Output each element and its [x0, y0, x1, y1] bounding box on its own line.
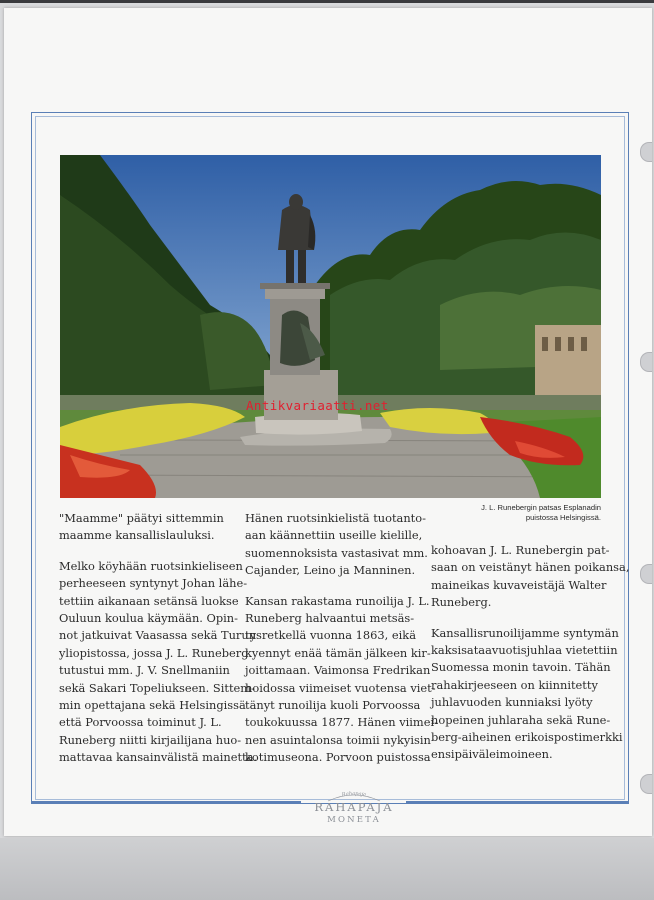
text-line: kyennyt enää tämän jälkeen kir-: [245, 645, 431, 660]
text-line: saan on veistänyt hänen poikansa,: [431, 560, 630, 575]
punch-hole: [640, 774, 652, 794]
text-line: hoidossa viimeiset vuotensa viet-: [245, 680, 436, 695]
text-line: suomennoksista vastasivat mm.: [245, 545, 428, 560]
text-line: kaksisataavuotisjuhlaa vietettiin: [431, 643, 618, 658]
photo-caption: [430, 503, 601, 522]
text-line: berg-aiheinen erikoispostimerkki: [431, 730, 623, 745]
punch-hole: [640, 564, 652, 584]
logo-rule-left: [31, 801, 301, 803]
watermark-text: Antikvariaatti.net: [246, 398, 389, 413]
text-line: maamme kansallislauluksi.: [59, 528, 215, 543]
text-line: tysretkellä vuonna 1863, eikä: [245, 628, 416, 643]
scan-edge-top: [0, 0, 654, 3]
text-line: juhlavuoden kunniaksi lyöty: [431, 695, 593, 710]
text-line: Suomessa monin tavoin. Tähän: [431, 660, 611, 675]
text-line: Kansan rakastama runoilija J. L.: [245, 593, 430, 608]
text-line: mattavaa kansainvälistä mainetta.: [59, 750, 258, 765]
text-line: Runeberg.: [431, 595, 492, 610]
caption-line: puistossa Helsingissä.: [525, 512, 601, 522]
text-line: kohoavan J. L. Runebergin pat-: [431, 543, 610, 557]
text-column-1: [59, 510, 257, 767]
text-line: "Maamme" päätyi sittemmin: [59, 511, 224, 525]
text-line: toukokuussa 1877. Hänen viimei-: [245, 715, 438, 730]
statue-photo-illustration: [60, 155, 601, 498]
caption-line: J. L. Runebergin patsas Esplanadin: [481, 503, 601, 512]
logo-rule-right: [406, 801, 629, 803]
text-line: min opettajana sekä Helsingissä: [59, 698, 246, 713]
text-line: Melko köyhään ruotsinkieliseen: [59, 558, 243, 573]
text-line: Hänen ruotsinkielistä tuotanto-: [245, 511, 426, 525]
text-line: sekä Sakari Topeliukseen. Sittem-: [59, 680, 255, 695]
text-line: hopeinen juhlaraha sekä Rune-: [431, 712, 611, 727]
punch-hole: [640, 142, 652, 162]
text-line: nen asuintalonsa toimii nykyisin: [245, 732, 431, 747]
text-line: joittamaan. Vaimonsa Fredrikan: [245, 663, 431, 678]
text-line: rahakirjeeseen on kiinnitetty: [431, 677, 598, 692]
punch-hole: [640, 352, 652, 372]
text-line: tutustui mm. J. V. Snellmaniin: [59, 663, 230, 678]
logo-main-text: RAHAPAJA: [314, 800, 394, 814]
text-line: kotimuseona. Porvoon puistossa: [245, 750, 431, 765]
text-line: not jatkuivat Vaasassa sekä Turun: [59, 628, 257, 643]
text-line: Runeberg niitti kirjailijana huo-: [59, 732, 242, 747]
text-line: perheeseen syntynyt Johan lähe-: [59, 576, 248, 591]
text-line: ensipäiväleimoineen.: [431, 747, 553, 762]
text-line: yliopistossa, jossa J. L. Runeberg: [59, 645, 249, 660]
text-line: Kansallisrunoilijamme syntymän: [431, 625, 619, 640]
text-column-3: [431, 542, 629, 764]
svg-text:Rahapaja: Rahapaja: [341, 790, 367, 799]
text-line: että Porvoossa toiminut J. L.: [59, 715, 222, 730]
text-line: Runeberg halvaantui metsäs-: [245, 611, 415, 626]
scan-edge-bottom: [0, 838, 654, 900]
text-column-2: [245, 510, 438, 767]
text-line: tänyt runoilija kuoli Porvoossa: [245, 698, 421, 713]
text-line: Ouluun koulua käymään. Opin-: [59, 611, 238, 626]
logo-sub-text: MONETA: [327, 815, 381, 825]
text-line: Cajander, Leino ja Manninen.: [245, 563, 416, 578]
text-line: maineikas kuvaveistäjä Walter: [431, 577, 607, 592]
statue-photo: [60, 155, 601, 498]
text-line: aan käännettiin useille kielille,: [245, 528, 423, 543]
text-line: tettiin aikanaan setänsä luokse: [59, 593, 239, 608]
rahapaja-logo: [306, 790, 402, 825]
